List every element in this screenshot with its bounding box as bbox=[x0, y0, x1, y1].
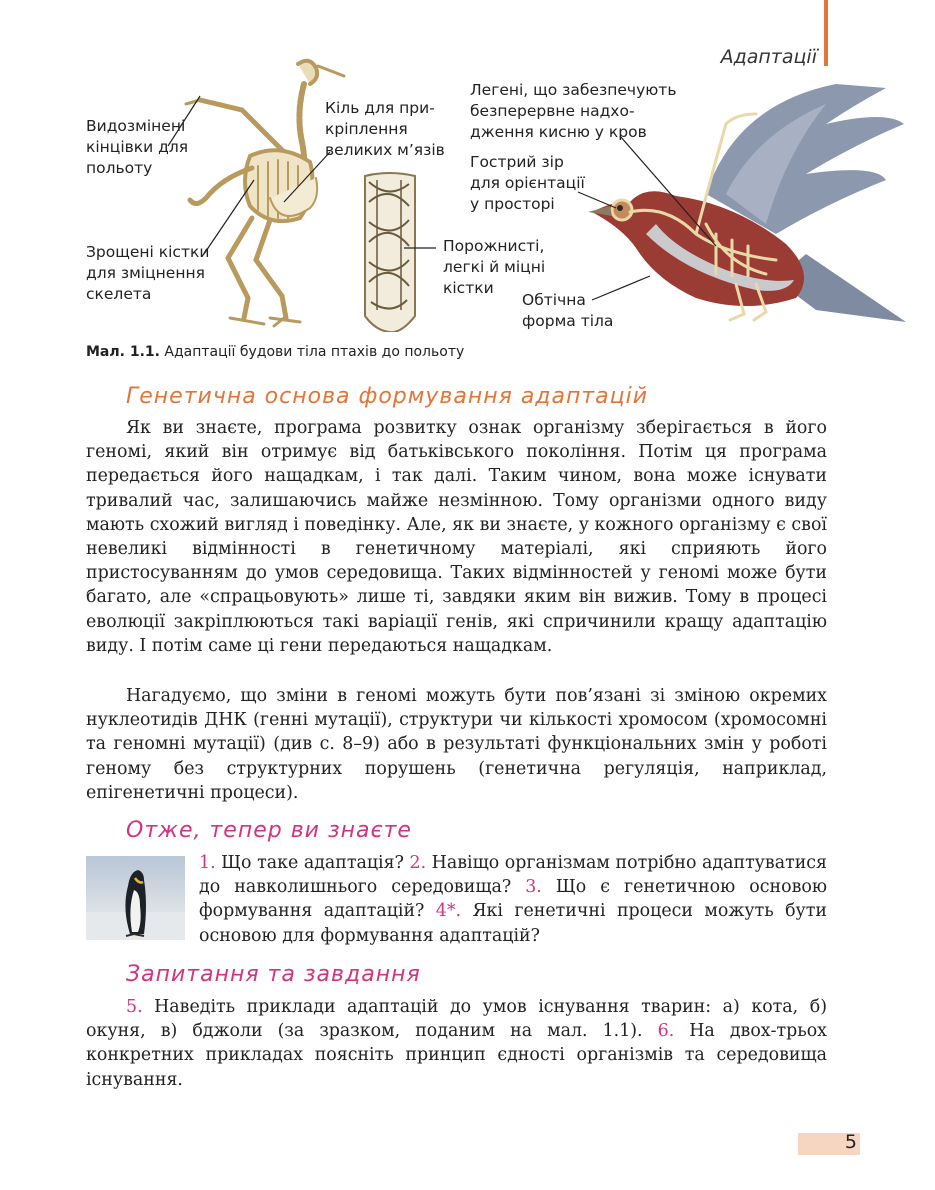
figure-caption-text: Адаптації будови тіла птахів до польоту bbox=[164, 344, 465, 360]
heading-questions-tasks: Запитання та завдання bbox=[126, 962, 421, 987]
task-number-5: 5. bbox=[126, 997, 143, 1017]
penguin-photo bbox=[86, 856, 185, 940]
question-4: Які генетичні процеси можуть бути основою для формування адаптацій? bbox=[199, 901, 827, 946]
question-number-2: 2. bbox=[409, 853, 427, 873]
question-1: Що таке адаптація? bbox=[215, 853, 410, 873]
label-sharp-vision: Гострий зір для орієнтації у просторі bbox=[470, 153, 585, 213]
task-number-6: 6. bbox=[657, 1021, 675, 1042]
label-modified-limbs: Видозмінені кінцівки для польоту bbox=[86, 117, 189, 177]
page-number: 5 bbox=[844, 1131, 857, 1153]
figure-caption bbox=[86, 344, 464, 360]
question-number-4: 4*. bbox=[435, 901, 462, 922]
heading-now-you-know: Отже, тепер ви знаєте bbox=[126, 818, 412, 843]
question-number-3: 3. bbox=[525, 877, 542, 898]
paragraph-genetic-2: Нагадуємо, що зміни в геномі можуть бути пов’язані зі зміною окремих нуклеотидів ДНК (генні мутації), структури чи кількості хромосом (хромосомні та геномні мутації) (див с. 8–9) або в результаті функціональних змін у роботі геному без структурних порушень (генетична регуляція, наприклад, епігенетичні процеси). bbox=[86, 686, 827, 803]
chapter-title: Адаптації bbox=[720, 46, 817, 68]
heading-genetic-basis: Генетична основа формування адаптацій bbox=[126, 384, 649, 409]
review-questions bbox=[199, 851, 827, 948]
label-fused-bones: Зрощені кістки для зміцнення скелета bbox=[86, 243, 210, 303]
label-lungs: Легені, що забезпечують безперервне надхо- дження кисню у кров bbox=[470, 81, 677, 141]
task-6: На двох-трьох конкретних прикладах поясніть принцип єдності організмів та середовища існування. bbox=[86, 1021, 827, 1090]
question-2: Навіщо організмам потрібно адаптуватися до навколишнього середовища? bbox=[199, 853, 827, 898]
figure-leader-lines bbox=[0, 0, 935, 360]
question-number-1: 1. bbox=[199, 853, 216, 873]
task-5: Наведіть приклади адаптацій до умов існування тварин: а) кота, б) окуня, в) бджоли (за зразком, поданим на мал. 1.1). bbox=[86, 997, 827, 1042]
label-keel: Кіль для при- кріплення великих м’язів bbox=[325, 99, 445, 159]
label-streamlined-shape: Обтічна форма тіла bbox=[522, 291, 614, 330]
figure-caption-label: Мал. 1.1. bbox=[86, 344, 160, 360]
label-hollow-bones: Порожнисті, легкі й міцні кістки bbox=[443, 237, 546, 297]
question-3: Що є генетичною основою формування адаптацій? bbox=[199, 877, 827, 922]
paragraph-genetic-1: Як ви знаєте, програма розвитку ознак організму зберігається в його геномі, який він отримує від батьківського покоління. Потім ця програма передається його нащадкам, і так далі. Таким чином, вона може існувати тривалий час, залишаючись майже незмінною. Тому організми одного виду мають схожий вигляд і поведінку. Але, як ви знаєте, у кожного організму є свої невеликі відмінності в генетичному матеріалі, які сприяють його пристосуванням до умов середовища. Таких відмінностей у геномі може бути багато, але «спрацьовують» лише ті, завдяки яким він вижив. Тому в процесі еволюції закріплюються такі варіації генів, які спричинили кращу адаптацію виду. І потім саме ці гени передаються нащадкам. bbox=[86, 418, 827, 656]
tasks-paragraph bbox=[86, 995, 827, 1092]
